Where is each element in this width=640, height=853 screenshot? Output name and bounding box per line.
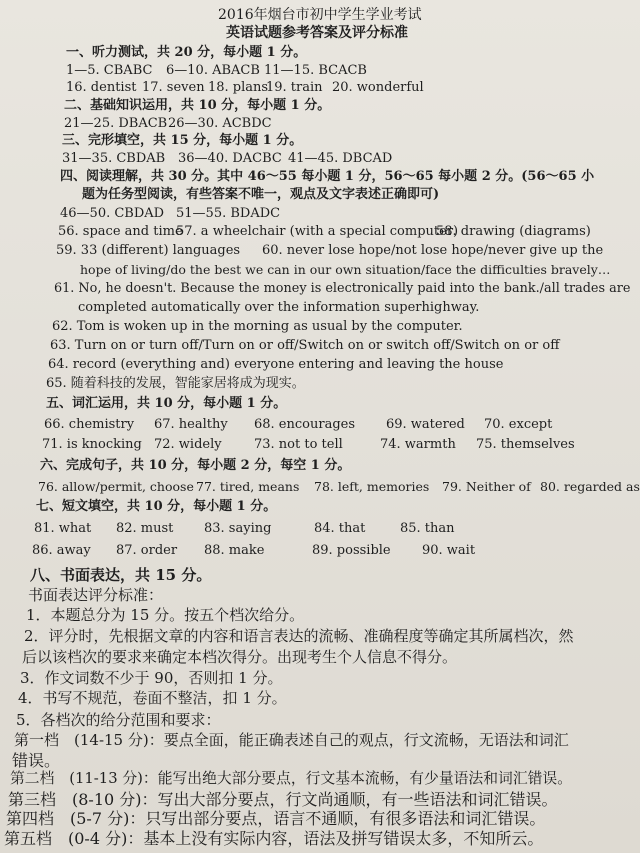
answer: 62. Tom is woken up in the morning as usual by the computer. bbox=[52, 319, 463, 334]
criterion-continuation: 后以该档次的要求来确定本档次得分。出现考生个人信息不得分。 bbox=[22, 648, 458, 666]
section-6-answers-row bbox=[38, 480, 640, 494]
answer-group: 6—10. ABACB bbox=[166, 63, 260, 78]
answer: 20. wonderful bbox=[332, 80, 424, 95]
answer: 56. space and time bbox=[58, 224, 183, 239]
answer-continuation: hope of living/do the best we can in our own situation/face the difficulties bravely… bbox=[80, 262, 611, 277]
answer: 18. plans bbox=[208, 80, 269, 95]
answer: 83. saying bbox=[204, 521, 272, 536]
grade-band: 第四档 (5-7 分)：只写出部分要点，语言不通顺，有很多语法和词汇错误。 bbox=[6, 809, 546, 828]
answer: 81. what bbox=[34, 521, 92, 536]
grade-band: 第一档 (14-15 分)：要点全面，能正确表述自己的观点，行文流畅，无语法和词汇 bbox=[14, 731, 569, 749]
section-4-answers-row bbox=[60, 207, 280, 221]
answer-group: 1—5. CBABC bbox=[66, 63, 153, 78]
grade-band: 第五档 (0-4 分)：基本上没有实际内容，语法及拼写错误太多，不知所云。 bbox=[4, 829, 544, 848]
answer: 82. must bbox=[116, 521, 174, 536]
answer: 61. No, he doesn't. Because the money is electronically paid into the bank./all trades are bbox=[54, 281, 631, 296]
section-4-heading: 四、阅读理解，共 30 分。其中 46～55 每小题 1 分，56～65 每小题 2 分。(56～65 小 bbox=[60, 169, 595, 184]
answer: 68. encourages bbox=[254, 417, 356, 432]
answer-group: 51—55. BDADC bbox=[176, 206, 281, 221]
section-5-heading: 五、词汇运用，共 10 分，每小题 1 分。 bbox=[46, 396, 287, 411]
answer: 72. widely bbox=[154, 437, 222, 452]
grade-band: 第二档 (11-13 分)：能写出绝大部分要点，行文基本流畅，有少量语法和词汇错误。 bbox=[10, 770, 573, 787]
answer: 63. Turn on or turn off/Turn on or off/Switch on or switch off/Switch on or off bbox=[50, 338, 560, 353]
answer: 77. tired, means bbox=[196, 479, 300, 494]
section-7-heading: 七、短文填空，共 10 分，每小题 1 分。 bbox=[36, 499, 277, 514]
answer: 64. record (everything and) everyone entering and leaving the house bbox=[48, 357, 504, 372]
answer: 73. not to tell bbox=[254, 437, 343, 452]
criterion: 5．各档次的给分范围和要求： bbox=[16, 711, 221, 729]
section-5-answers-row bbox=[44, 418, 552, 432]
criterion: 3．作文词数不少于 90，否则扣 1 分。 bbox=[20, 669, 283, 687]
answer: 86. away bbox=[32, 543, 91, 558]
answer: 74. warmth bbox=[380, 437, 456, 452]
answer: 67. healthy bbox=[154, 417, 228, 432]
answer-group: 41—45. DBCAD bbox=[288, 151, 393, 166]
section-1-answers-row bbox=[66, 81, 424, 95]
answer-group: 21—25. DBACB bbox=[64, 116, 168, 131]
grade-band-continuation: 错误。 bbox=[12, 751, 61, 770]
answer: 84. that bbox=[314, 521, 366, 536]
answer: 58. drawing (diagrams) bbox=[436, 224, 591, 239]
answer: 16. dentist bbox=[66, 80, 137, 95]
section-4-answers-row bbox=[56, 244, 603, 258]
section-1-answers-row bbox=[66, 64, 367, 78]
answer: 76. allow/permit, choose bbox=[38, 479, 194, 494]
answer: 90. wait bbox=[422, 543, 476, 558]
section-1-heading: 一、听力测试，共 20 分，每小题 1 分。 bbox=[66, 45, 307, 60]
section-2-answers-row bbox=[64, 117, 272, 131]
criterion: 4．书写不规范，卷面不整洁，扣 1 分。 bbox=[18, 689, 287, 707]
section-8-heading: 八、书面表达，共 15 分。 bbox=[30, 566, 212, 584]
answer: 65. 随着科技的发展，智能家居将成为现实。 bbox=[46, 376, 305, 391]
answer-group: 31—35. CBDAB bbox=[62, 151, 166, 166]
answer: 85. than bbox=[400, 521, 455, 536]
section-7-answers-row bbox=[34, 522, 455, 536]
answer-group: 11—15. BCACB bbox=[264, 63, 367, 78]
answer: 79. Neither of bbox=[442, 479, 531, 494]
answer-group: 46—50. CBDAD bbox=[60, 206, 165, 221]
answer: 70. except bbox=[484, 417, 553, 432]
criterion: 2．评分时，先根据文章的内容和语言表达的流畅、准确程度等确定其所属档次，然 bbox=[24, 627, 574, 645]
answer: 60. never lose hope/not lose hope/never give up the bbox=[262, 243, 604, 258]
section-3-heading: 三、完形填空，共 15 分，每小题 1 分。 bbox=[62, 133, 303, 148]
section-7-answers-row bbox=[32, 544, 475, 558]
answer-continuation: completed automatically over the information superhighway. bbox=[78, 300, 480, 315]
answer: 57. a wheelchair (with a special computer) bbox=[176, 224, 459, 239]
document-subtitle: 英语试题参考答案及评分标准 bbox=[226, 25, 408, 41]
answer-group: 26—30. ACBDC bbox=[168, 116, 272, 131]
section-5-answers-row bbox=[42, 438, 575, 452]
answer: 89. possible bbox=[312, 543, 391, 558]
section-4-heading-note: 题为任务型阅读，有些答案不唯一，观点及文字表述正确即可) bbox=[82, 187, 440, 202]
answer: 69. watered bbox=[386, 417, 465, 432]
grade-band: 第三档 (8-10 分)：写出大部分要点，行文尚通顺，有一些语法和词汇错误。 bbox=[8, 790, 558, 809]
section-6-heading: 六、完成句子，共 10 分，每小题 2 分，每空 1 分。 bbox=[40, 458, 351, 473]
answer: 19. train bbox=[266, 80, 323, 95]
answer: 17. seven bbox=[142, 80, 205, 95]
criteria-title: 书面表达评分标准： bbox=[28, 586, 164, 604]
answer: 75. themselves bbox=[476, 437, 575, 452]
answer: 87. order bbox=[116, 543, 178, 558]
answer: 59. 33 (different) languages bbox=[56, 243, 241, 258]
answer-group: 36—40. DACBC bbox=[178, 151, 282, 166]
section-4-answers-row bbox=[58, 225, 591, 239]
answer: 66. chemistry bbox=[44, 417, 135, 432]
answer: 88. make bbox=[204, 543, 265, 558]
answer: 80. regarded as bbox=[540, 479, 640, 494]
criterion: 1．本题总分为 15 分。按五个档次给分。 bbox=[26, 606, 305, 624]
answer: 78. left, memories bbox=[314, 479, 430, 494]
section-3-answers-row bbox=[62, 152, 392, 166]
answer: 71. is knocking bbox=[42, 437, 142, 452]
document-title: 2016年烟台市初中学生学业考试 bbox=[218, 7, 422, 23]
section-2-heading: 二、基础知识运用，共 10 分，每小题 1 分。 bbox=[64, 98, 331, 113]
